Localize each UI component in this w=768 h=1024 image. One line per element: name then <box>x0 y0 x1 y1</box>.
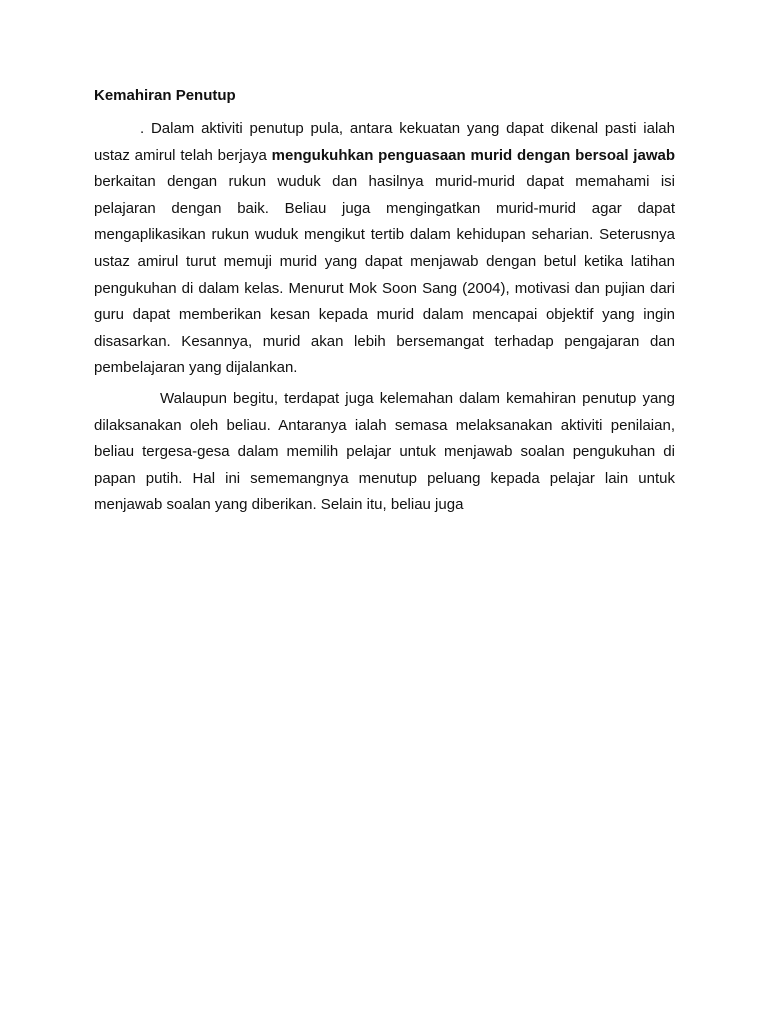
paragraph-strengths <box>94 116 675 382</box>
document-body <box>94 86 675 523</box>
paragraph-text: berkaitan dengan rukun wuduk dan hasilnya murid-murid dapat memahami isi pelajaran dengan baik. Beliau juga mengingatkan murid-murid agar dapat mengaplikasikan rukun wuduk mengikut tertib dalam kehidupan seharian. Seterusnya ustaz amirul turut memuji murid yang dapat menjawab dengan betul ketika latihan pengukuhan di dalam kelas. Menurut Mok Soon Sang (2004), motivasi dan pujian dari guru dapat memberikan kesan kepada murid dalam mencapai objektif yang ingin disasarkan. Kesannya, murid akan lebih bersemangat terhadap pengajaran dan pembelajaran yang dijalankan. <box>94 173 675 377</box>
paragraph-text: . Dalam aktiviti penutup pula, antara kekuatan yang dapat dikenal pasti ialah ustaz amirul telah berjaya <box>94 120 675 164</box>
bold-phrase: mengukuhkan penguasaan murid dengan bersoal jawab <box>271 146 675 164</box>
paragraph-weaknesses: Walaupun begitu, terdapat juga kelemahan dalam kemahiran penutup yang dilaksanakan oleh beliau. Antaranya ialah semasa melaksanakan aktiviti penilaian, beliau tergesa-gesa dalam memilih pelajar untuk menjawab soalan pengukuhan di papan putih. Hal ini sememangnya menutup peluang kepada pelajar lain untuk menjawab soalan yang diberikan. Selain itu, beliau juga <box>94 389 675 514</box>
section-heading: Kemahiran Penutup <box>94 87 236 104</box>
